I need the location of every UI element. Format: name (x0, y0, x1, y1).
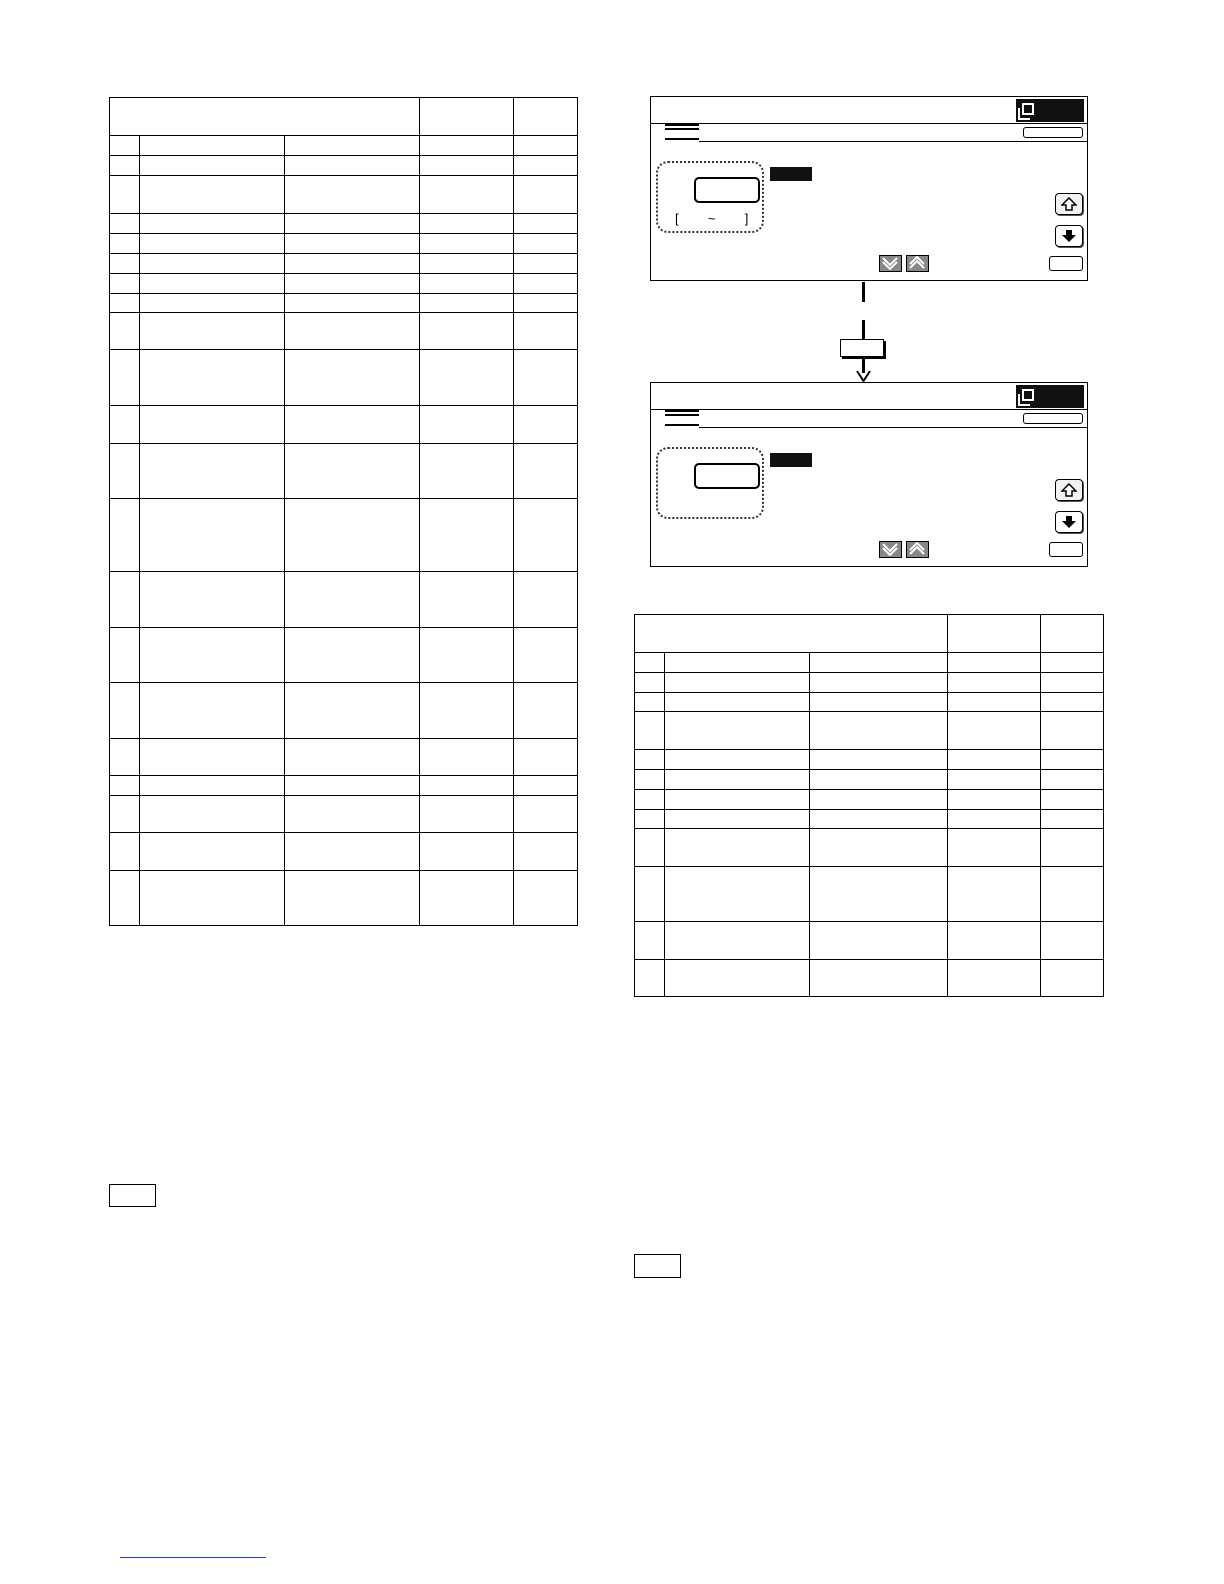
note-label-right (634, 1254, 681, 1278)
scroll-buttons (879, 255, 931, 272)
settings-screen-before (650, 96, 1088, 281)
copy-icon (1022, 389, 1034, 401)
copy-mode-indicator (1016, 99, 1084, 122)
left-settings-table (109, 97, 578, 926)
copy-mode-indicator (1016, 385, 1084, 408)
down-flow-arrow-icon (856, 370, 871, 382)
tab-icon[interactable] (665, 124, 699, 142)
scroll-buttons (879, 541, 931, 558)
value-field[interactable] (694, 463, 760, 489)
footer-link[interactable] (120, 1557, 266, 1558)
flow-connector (862, 282, 865, 302)
down-arrow-button[interactable] (1055, 511, 1083, 533)
tab-icon[interactable] (665, 410, 699, 428)
down-arrow-icon (1061, 515, 1077, 529)
scroll-up-icon[interactable] (906, 255, 929, 272)
execute-key[interactable] (840, 339, 884, 357)
bottom-ok-button[interactable] (1049, 256, 1083, 271)
note-label-left (109, 1184, 156, 1207)
up-arrow-button[interactable] (1055, 479, 1083, 501)
up-arrow-icon (1061, 197, 1077, 211)
up-arrow-icon (1061, 483, 1077, 497)
settings-screen-after (650, 382, 1088, 567)
item-highlight (770, 167, 812, 181)
up-arrow-button[interactable] (1055, 193, 1083, 215)
down-arrow-button[interactable] (1055, 225, 1083, 247)
scroll-up-icon[interactable] (906, 541, 929, 558)
ok-button[interactable] (1023, 127, 1083, 138)
item-highlight (770, 453, 812, 467)
value-field[interactable] (694, 177, 760, 203)
ok-button[interactable] (1023, 413, 1083, 424)
down-arrow-icon (1061, 229, 1077, 243)
right-settings-table (634, 614, 1104, 997)
scroll-down-icon[interactable] (879, 255, 902, 272)
value-range: [ ~ ] (675, 211, 749, 226)
copy-icon (1022, 103, 1034, 115)
bottom-ok-button[interactable] (1049, 542, 1083, 557)
scroll-down-icon[interactable] (879, 541, 902, 558)
